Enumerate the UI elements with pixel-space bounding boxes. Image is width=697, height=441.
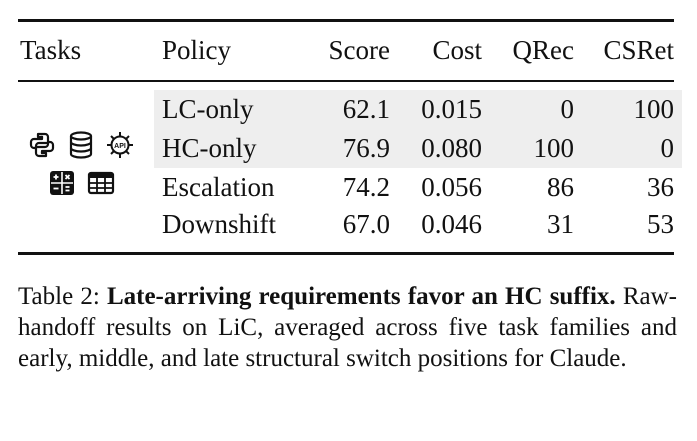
header-score: Score — [328, 35, 390, 65]
row-1-csret: 100 — [633, 94, 674, 124]
svg-text:API: API — [114, 142, 126, 150]
row-2-qrec: 100 — [533, 133, 574, 163]
header-tasks: Tasks — [20, 35, 82, 65]
header-policy: Policy — [162, 35, 232, 65]
row-1-cost: 0.015 — [421, 94, 482, 124]
calculator-icon — [47, 168, 77, 198]
table-top-rule — [18, 19, 674, 22]
row-3-cost: 0.056 — [421, 172, 482, 202]
database-icon — [66, 130, 96, 160]
task-icons — [22, 130, 140, 206]
row-1-score: 62.1 — [342, 94, 390, 124]
row-2-cost: 0.080 — [421, 133, 482, 163]
table-header-rule — [18, 80, 674, 82]
caption-body: Raw-handoff results on LiC, averaged across five task families and early, middle, and late structural switch positions for Claude. — [18, 283, 677, 372]
row-2-csret: 0 — [660, 133, 674, 163]
row-3-score: 74.2 — [342, 172, 390, 202]
header-qrec: QRec — [512, 35, 574, 65]
row-1-qrec: 0 — [560, 94, 574, 124]
api-chip-icon — [105, 130, 135, 160]
row-3-policy: Escalation — [162, 172, 275, 202]
row-2-score: 76.9 — [342, 133, 390, 163]
row-4-score: 67.0 — [342, 209, 390, 239]
row-4-cost: 0.046 — [421, 209, 482, 239]
table-caption — [18, 281, 677, 374]
row-3-csret: 36 — [647, 172, 674, 202]
row-4-qrec: 31 — [547, 209, 574, 239]
row-2-policy: HC-only — [162, 133, 257, 163]
row-4-csret: 53 — [647, 209, 674, 239]
row-3-qrec: 86 — [547, 172, 574, 202]
python-icon — [27, 130, 57, 160]
row-4-policy: Downshift — [162, 209, 276, 239]
table-grid-icon — [86, 168, 116, 198]
row-1-policy: LC-only — [162, 94, 254, 124]
table-bottom-rule — [18, 252, 674, 255]
caption-label: Table 2: — [18, 283, 100, 310]
caption-title: Late-arriving requirements favor an HC suffix. — [106, 283, 616, 310]
header-csret: CSRet — [603, 35, 674, 65]
header-cost: Cost — [432, 35, 482, 65]
